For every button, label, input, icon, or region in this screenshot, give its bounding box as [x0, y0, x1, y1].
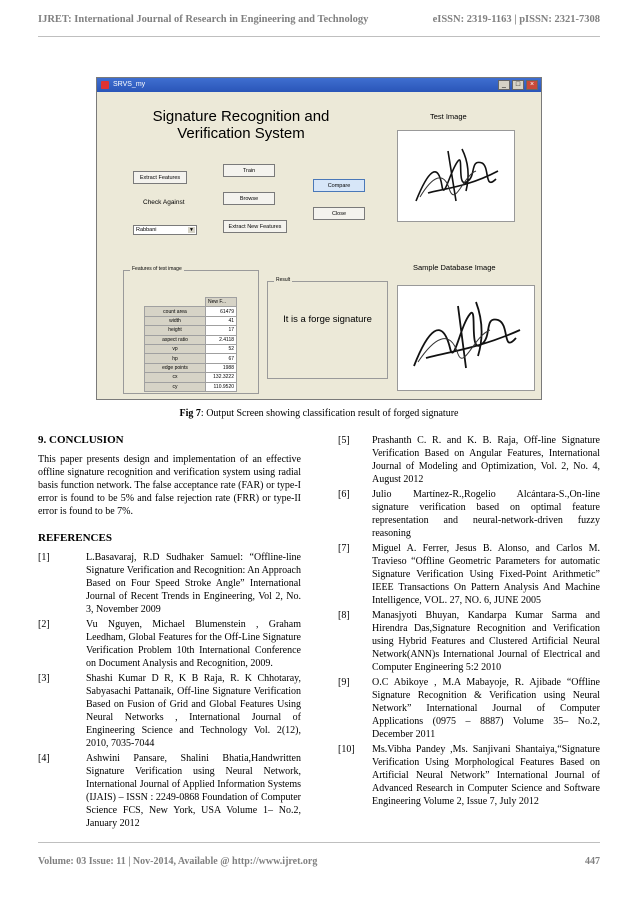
feature-value[interactable]: 2.4118 [206, 335, 237, 344]
reference-text: Ashwini Pansare, Shalini Bhatia,Handwritten Signature Verification using Neural Network, International Journal of Applied Information Systems (IJAIS) – ISSN : 2249-0868 Foundation of Computer Science FCS, New York, USA Volume 1– No.2, January 2012 [86, 753, 301, 829]
feature-label: cy [145, 382, 206, 391]
reference-number: [7] [338, 543, 350, 554]
table-column-header: New F... [206, 298, 237, 307]
close-button[interactable]: Close [313, 207, 365, 220]
feature-value[interactable]: 1988 [206, 363, 237, 372]
train-button[interactable]: Train [223, 164, 275, 177]
header-divider [38, 36, 600, 37]
right-column [338, 434, 600, 808]
signature-drawing [398, 131, 514, 221]
reference-item [338, 743, 600, 808]
reference-item [38, 551, 301, 616]
left-column [38, 434, 301, 830]
issn: eISSN: 2319-1163 | pISSN: 2321-7308 [432, 14, 600, 25]
reference-number: [2] [38, 619, 50, 630]
signature-drawing [398, 286, 534, 390]
feature-label: aspect ratio [145, 335, 206, 344]
matlab-icon [101, 81, 109, 89]
test-signature-image [397, 130, 515, 222]
check-against-dropdown[interactable] [133, 225, 197, 235]
table-row [145, 344, 237, 353]
figure-app-screenshot [96, 77, 542, 400]
feature-label: width [145, 316, 206, 325]
caption-text: : Output Screen showing classification result of forged signature [200, 408, 459, 419]
window-titlebar [97, 78, 541, 92]
extract-new-features-button[interactable]: Extract New Features [223, 220, 287, 233]
feature-label: hp [145, 354, 206, 363]
reference-number: [3] [38, 673, 50, 684]
footer-volume-info: Volume: 03 Issue: 11 | Nov-2014, Available @ http://www.ijret.org [38, 856, 318, 867]
result-panel [267, 277, 388, 379]
reference-text: Vu Nguyen, Michael Blumenstein , Graham Leedham, Global Features for the Off-Line Signature Verification Problem 10th International Conference on Document Analysis and Recognition, 2009. [86, 619, 301, 669]
reference-text: Julio Martínez-R.,Rogelio Alcántara-S.,On-line signature verification based on optimal feature representation and neural-network-driven fuzzy reasoning [372, 489, 600, 539]
result-text: It is a forge signature [283, 314, 372, 325]
reference-number: [5] [338, 435, 350, 446]
reference-item [338, 542, 600, 607]
app-title: Signature Recognition and Verification System [152, 108, 330, 142]
reference-number: [10] [338, 744, 355, 755]
caption-label: Fig 7 [179, 408, 201, 419]
page-number: 447 [585, 856, 600, 867]
conclusion-heading: 9. CONCLUSION [38, 434, 124, 446]
reference-number: [4] [38, 753, 50, 764]
table-row [145, 326, 237, 335]
feature-value[interactable]: 132.3222 [206, 373, 237, 382]
chevron-down-icon[interactable]: ▼ [189, 227, 194, 233]
reference-item [38, 618, 301, 670]
sample-signature-image [397, 285, 535, 391]
close-icon[interactable]: × [526, 80, 538, 90]
minimize-icon[interactable]: _ [498, 80, 510, 90]
reference-item [338, 676, 600, 741]
reference-item [338, 434, 600, 486]
table-row [145, 316, 237, 325]
conclusion-text: This paper presents design and implementation of an effective offline signature recognition and verification system using radial basis function network. The false acceptance rate (FAR) or type-I error is found to be 5% and false rejection rate (FRR) or type-II error is found to be 7%. [38, 454, 301, 517]
table-row [145, 382, 237, 391]
reference-text: Prashanth C. R. and K. B. Raja, Off-line Signature Verification Based on Angular Features, International Journal of Modeling and Optimization, Vol. 2, No. 4, August 2012 [372, 435, 600, 485]
feature-value[interactable]: 67 [206, 354, 237, 363]
test-image-label: Test Image [430, 112, 467, 121]
window-controls [498, 80, 538, 90]
browse-button[interactable]: Browse [223, 192, 275, 205]
feature-label: cx [145, 373, 206, 382]
features-panel [123, 266, 259, 394]
table-row [145, 363, 237, 372]
feature-value[interactable]: 17 [206, 326, 237, 335]
reference-text: O.C Abikoye , M.A Mabayoje, R. Ajibade “Offline Signature Recognition & Verification using Neural Network” International Journal of Computer Applications (0975 – 8887) Volume 35– No.2, December 2011 [372, 677, 600, 740]
compare-button[interactable]: Compare [313, 179, 365, 192]
table-header-row [145, 298, 237, 307]
reference-text: L.Basavaraj, R.D Sudhaker Samuel: “Offline-line Signature Verification and Recognition: An Approach Based on Four Speed Stroke Angle” International Journal of Recent Trends in Engineering, Vol 2, No. 3, November 2009 [86, 552, 301, 615]
references-heading: REFERENCES [38, 532, 112, 544]
feature-value[interactable]: 41 [206, 316, 237, 325]
feature-value[interactable]: 52 [206, 344, 237, 353]
footer-divider [38, 842, 600, 843]
sample-database-label: Sample Database Image [413, 263, 496, 272]
result-panel-title: Result [276, 277, 291, 283]
feature-value[interactable]: 61479 [206, 307, 237, 316]
dropdown-value: Rabbani [136, 227, 157, 233]
reference-text: Manasjyoti Bhuyan, Kandarpa Kumar Sarma and Hirendra Das,Signature Recognition and Verification using Hybrid Features and Clustered Artificial Neural Network(ANN)s International Journal of Electrical and Computer Engineering 5:2 2010 [372, 610, 600, 673]
feature-value[interactable]: 110.9520 [206, 382, 237, 391]
reference-text: Shashi Kumar D R, K B Raja, R. K Chhotaray, Sabyasachi Pattanaik, Off-line Signature Verification Based on Fusion of Grid and Global Features Using Neural Networks , International Journal of Engineering Science and Technology Vol. 2(12), 2010, 7035-7044 [86, 673, 301, 749]
reference-text: Ms.Vibha Pandey ,Ms. Sanjivani Shantaiya,“Signature Verification Using Morphological Features Based on Artificial Neural Network” International Journal of Advanced Research in Computer Science and Software Engineering Volume 2, Issue 7, July 2012 [372, 744, 600, 807]
window-title: SRVS_my [113, 81, 146, 88]
features-table [144, 297, 237, 392]
figure-caption [0, 408, 638, 419]
reference-number: [8] [338, 610, 350, 621]
reference-item [338, 609, 600, 674]
table-row [145, 373, 237, 382]
table-row [145, 307, 237, 316]
feature-label: edge points [145, 363, 206, 372]
reference-text: Miguel A. Ferrer, Jesus B. Alonso, and Carlos M. Travieso “Offline Geometric Parameters for automatic Signature Verification Using Fixed-Point Arithmetic” IEEE Transactions On Pattern Analysis And Machine Intelligence, VOL. 27, NO. 6, JUNE 2005 [372, 543, 600, 606]
reference-number: [6] [338, 489, 350, 500]
table-corner [145, 298, 206, 307]
reference-item [38, 672, 301, 750]
feature-label: height [145, 326, 206, 335]
reference-item [338, 488, 600, 540]
reference-number: [1] [38, 552, 50, 563]
check-against-label: Check Against [143, 199, 185, 206]
reference-number: [9] [338, 677, 350, 688]
extract-features-button[interactable]: Extract Features [133, 171, 187, 184]
table-row [145, 335, 237, 344]
journal-name: IJRET: International Journal of Research in Engineering and Technology [38, 14, 369, 25]
maximize-icon[interactable]: □ [512, 80, 524, 90]
feature-label: vp [145, 344, 206, 353]
page-footer [38, 856, 600, 867]
feature-label: count area [145, 307, 206, 316]
features-panel-title: Features of test image [132, 266, 182, 272]
reference-item [38, 752, 301, 830]
table-row [145, 354, 237, 363]
